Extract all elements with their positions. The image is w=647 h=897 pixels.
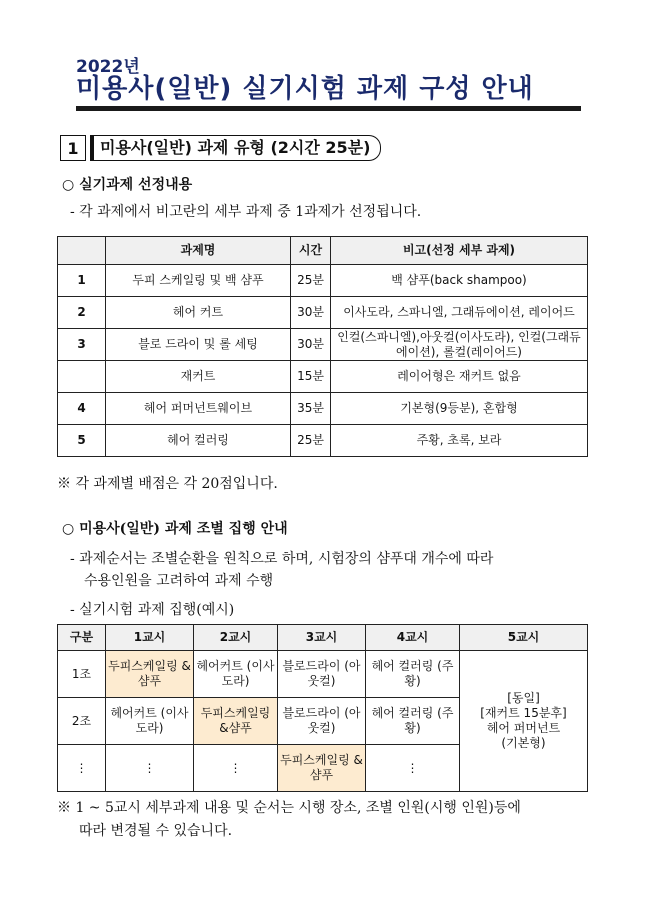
header-cell: 시간 — [291, 237, 331, 265]
section-number: 1 — [60, 135, 86, 161]
task-number: 4 — [58, 393, 106, 425]
table-row — [58, 265, 588, 297]
task-remark: 이사도라, 스파니엘, 그래듀에이션, 레이어드 — [331, 297, 588, 329]
selection-note: - 각 과제에서 비고란의 세부 과제 중 1과제가 선정됩니다. — [70, 204, 422, 220]
period-5-line: (기본형) — [501, 736, 546, 750]
task-remark: 레이어형은 재커트 없음 — [331, 361, 588, 393]
task-time: 30분 — [291, 329, 331, 361]
page-title: 미용사(일반) 실기시험 과제 구성 안내 — [76, 74, 581, 111]
period-5-line: 헤어 퍼머넌트 — [486, 721, 561, 735]
table-row — [58, 651, 588, 698]
period-5-line: [재커트 15분후] — [480, 706, 567, 720]
task-number: 5 — [58, 425, 106, 457]
task-name: 블로 드라이 및 롤 세팅 — [106, 329, 291, 361]
header-cell: 4교시 — [366, 625, 460, 651]
period-cell: ⋮ — [366, 745, 460, 792]
table-row — [58, 297, 588, 329]
period-cell: ⋮ — [106, 745, 194, 792]
header-cell: 3교시 — [278, 625, 366, 651]
period-5-cell — [460, 651, 588, 792]
header-cell: 5교시 — [460, 625, 588, 651]
section-1-header — [60, 135, 381, 161]
period-cell: 헤어 컬러링 (주황) — [366, 698, 460, 745]
table-row — [58, 329, 588, 361]
task-time: 25분 — [291, 265, 331, 297]
task-number: 3 — [58, 329, 106, 361]
group-cell: 1조 — [58, 651, 106, 698]
schedule-footnote-line1: ※ 1 ~ 5교시 세부과제 내용 및 순서는 시행 장소, 조별 인원(시행 인원)등에 — [57, 800, 521, 816]
group-cell: 2조 — [58, 698, 106, 745]
schedule-note-line1: - 과제순서는 조별순환을 원칙으로 하며, 시험장의 샴푸대 개수에 따라 — [70, 551, 494, 567]
period-cell: 블로드라이 (아웃컬) — [278, 698, 366, 745]
task-remark: 기본형(9등분), 혼합형 — [331, 393, 588, 425]
task-name: 헤어 퍼머넌트웨이브 — [106, 393, 291, 425]
task-name: 헤어 커트 — [106, 297, 291, 329]
selection-heading: ○ 실기과제 선정내용 — [62, 177, 193, 193]
period-cell: 헤어커트 (이사도라) — [106, 698, 194, 745]
schedule-table — [57, 624, 588, 792]
period-cell: 헤어 컬러링 (주황) — [366, 651, 460, 698]
task-name: 재커트 — [106, 361, 291, 393]
task-name: 두피 스케일링 및 백 샴푸 — [106, 265, 291, 297]
header-cell: 구분 — [58, 625, 106, 651]
header-cell — [58, 237, 106, 265]
schedule-footnote-line2: 따라 변경될 수 있습니다. — [79, 823, 233, 839]
period-cell: 블로드라이 (아웃컬) — [278, 651, 366, 698]
period-cell: 헤어커트 (이사도라) — [194, 651, 278, 698]
header-cell: 1교시 — [106, 625, 194, 651]
selection-footnote: ※ 각 과제별 배점은 각 20점입니다. — [57, 476, 278, 492]
task-number: 1 — [58, 265, 106, 297]
task-number: 2 — [58, 297, 106, 329]
task-remark: 인컬(스파니엘),아웃컬(이사도라), 인컬(그래듀에이션), 롤컬(레이어드) — [331, 329, 588, 361]
header-cell: 비고(선정 세부 과제) — [331, 237, 588, 265]
task-time: 25분 — [291, 425, 331, 457]
group-cell: ⋮ — [58, 745, 106, 792]
task-time: 30분 — [291, 297, 331, 329]
period-cell: 두피스케일링 &샴푸 — [194, 698, 278, 745]
task-time: 15분 — [291, 361, 331, 393]
period-cell: ⋮ — [194, 745, 278, 792]
task-name: 헤어 컬러링 — [106, 425, 291, 457]
task-remark: 주황, 초록, 보라 — [331, 425, 588, 457]
period-cell: 두피스케일링 &샴푸 — [278, 745, 366, 792]
schedule-note-line2: 수용인원을 고려하여 과제 수행 — [84, 573, 274, 589]
schedule-example-label: - 실기시험 과제 집행(예시) — [70, 602, 235, 618]
task-time: 35분 — [291, 393, 331, 425]
section-title: 미용사(일반) 과제 유형 (2시간 25분) — [90, 135, 381, 161]
schedule-heading: ○ 미용사(일반) 과제 조별 집행 안내 — [62, 521, 288, 537]
task-table — [57, 236, 588, 457]
header-cell: 과제명 — [106, 237, 291, 265]
task-number — [58, 361, 106, 393]
table-row — [58, 393, 588, 425]
task-remark: 백 샴푸(back shampoo) — [331, 265, 588, 297]
year-label: 2022년 — [76, 57, 140, 77]
table-header-row — [58, 625, 588, 651]
table-row — [58, 425, 588, 457]
period-cell: 두피스케일링 &샴푸 — [106, 651, 194, 698]
table-row — [58, 361, 588, 393]
header-cell: 2교시 — [194, 625, 278, 651]
period-5-line: [동일] — [507, 691, 540, 705]
table-header-row — [58, 237, 588, 265]
